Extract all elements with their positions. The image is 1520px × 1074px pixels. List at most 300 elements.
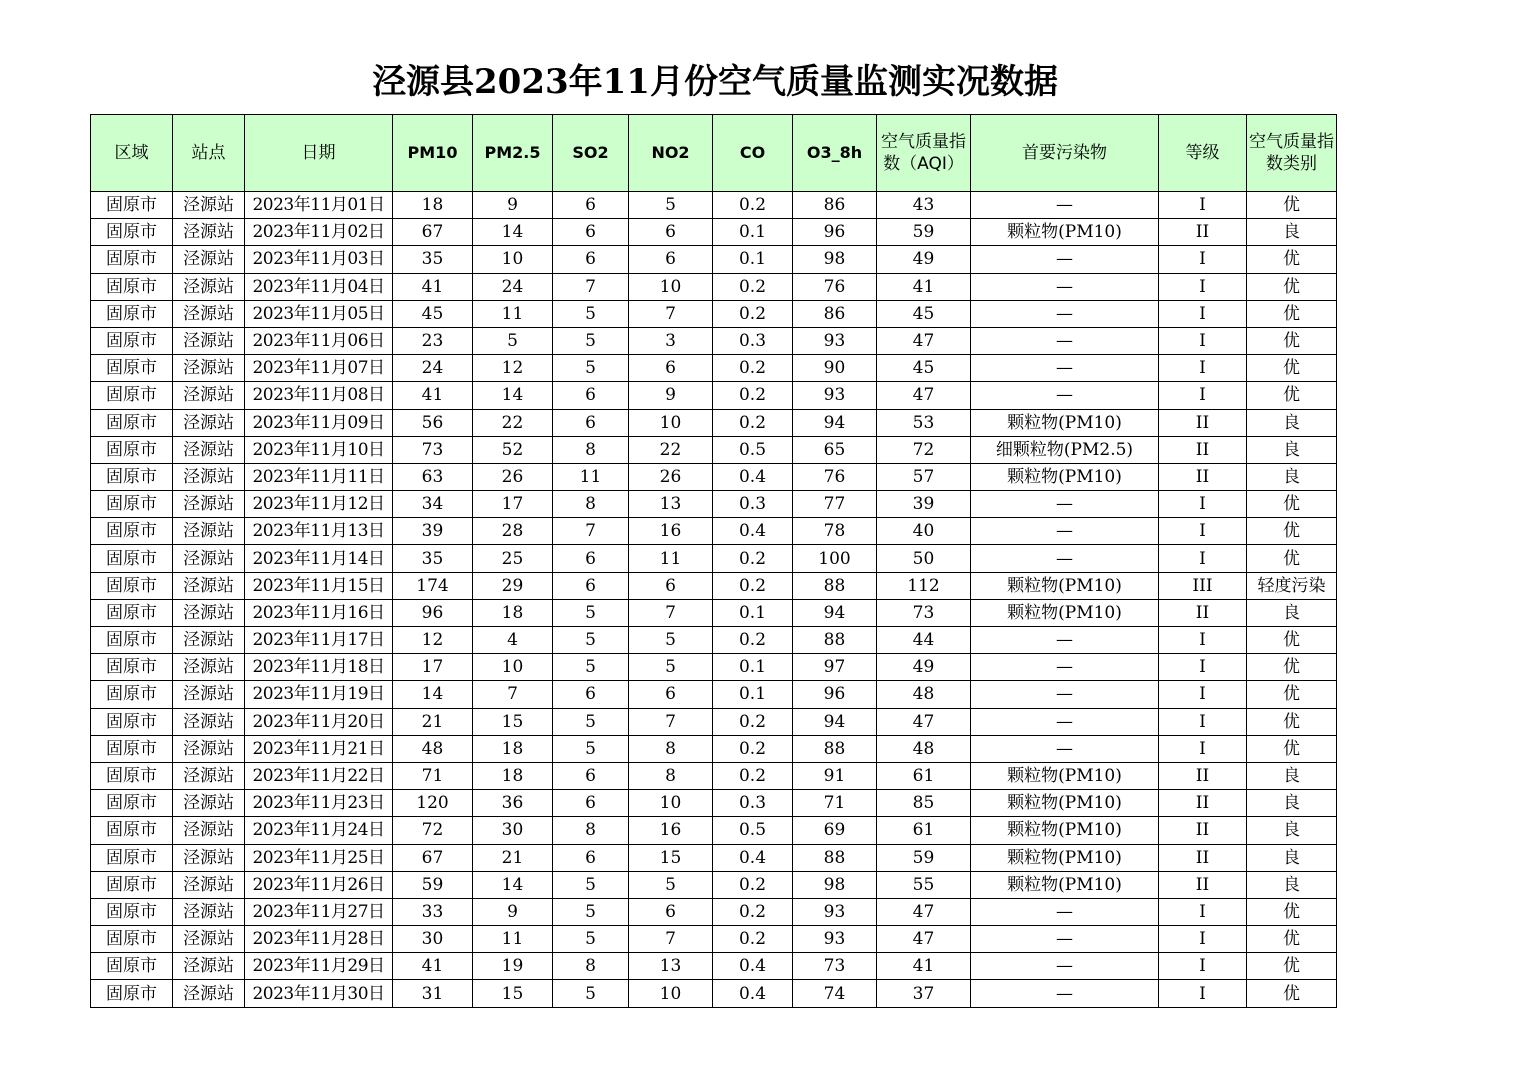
cell-so2: 7: [553, 518, 629, 545]
cell-primary-pollutant: —: [971, 327, 1159, 354]
cell-o3-8h: 88: [793, 627, 877, 654]
table-row: [91, 545, 1337, 572]
cell-station: 泾源站: [173, 545, 245, 572]
cell-region: 固原市: [91, 327, 173, 354]
cell-aqi: 44: [877, 627, 971, 654]
cell-grade: II: [1159, 409, 1247, 436]
cell-no2: 5: [629, 192, 713, 219]
table-row: [91, 735, 1337, 762]
cell-station: 泾源站: [173, 273, 245, 300]
cell-region: 固原市: [91, 518, 173, 545]
header-pm10: PM10: [393, 115, 473, 192]
cell-date: 2023年11月21日: [245, 735, 393, 762]
cell-co: 0.3: [713, 327, 793, 354]
cell-station: 泾源站: [173, 790, 245, 817]
cell-pm25: 14: [473, 871, 553, 898]
cell-grade: I: [1159, 953, 1247, 980]
cell-co: 0.1: [713, 681, 793, 708]
cell-aqi: 49: [877, 654, 971, 681]
cell-grade: I: [1159, 627, 1247, 654]
cell-pm25: 18: [473, 599, 553, 626]
cell-pm25: 4: [473, 627, 553, 654]
cell-pm25: 21: [473, 844, 553, 871]
cell-so2: 6: [553, 681, 629, 708]
cell-grade: II: [1159, 871, 1247, 898]
cell-co: 0.2: [713, 898, 793, 925]
cell-primary-pollutant: —: [971, 246, 1159, 273]
cell-no2: 5: [629, 654, 713, 681]
cell-pm25: 10: [473, 246, 553, 273]
cell-pm25: 10: [473, 654, 553, 681]
cell-so2: 5: [553, 980, 629, 1007]
cell-pm10: 41: [393, 382, 473, 409]
cell-aqi-category: 轻度污染: [1247, 572, 1337, 599]
cell-station: 泾源站: [173, 355, 245, 382]
table-row: [91, 409, 1337, 436]
cell-station: 泾源站: [173, 192, 245, 219]
cell-aqi: 47: [877, 926, 971, 953]
cell-so2: 7: [553, 273, 629, 300]
cell-so2: 5: [553, 926, 629, 953]
cell-no2: 6: [629, 219, 713, 246]
cell-pm10: 23: [393, 327, 473, 354]
cell-region: 固原市: [91, 926, 173, 953]
cell-date: 2023年11月30日: [245, 980, 393, 1007]
cell-pm10: 48: [393, 735, 473, 762]
cell-primary-pollutant: 颗粒物(PM10): [971, 790, 1159, 817]
cell-grade: II: [1159, 219, 1247, 246]
cell-date: 2023年11月26日: [245, 871, 393, 898]
cell-so2: 6: [553, 192, 629, 219]
cell-station: 泾源站: [173, 980, 245, 1007]
cell-region: 固原市: [91, 436, 173, 463]
cell-co: 0.2: [713, 572, 793, 599]
cell-grade: II: [1159, 436, 1247, 463]
cell-no2: 13: [629, 491, 713, 518]
cell-aqi: 72: [877, 436, 971, 463]
cell-primary-pollutant: —: [971, 382, 1159, 409]
cell-so2: 11: [553, 463, 629, 490]
table-row: [91, 327, 1337, 354]
cell-co: 0.4: [713, 844, 793, 871]
cell-no2: 8: [629, 735, 713, 762]
cell-station: 泾源站: [173, 409, 245, 436]
cell-aqi-category: 良: [1247, 844, 1337, 871]
cell-co: 0.2: [713, 409, 793, 436]
cell-pm10: 14: [393, 681, 473, 708]
cell-primary-pollutant: —: [971, 654, 1159, 681]
cell-region: 固原市: [91, 898, 173, 925]
cell-station: 泾源站: [173, 327, 245, 354]
header-station: 站点: [173, 115, 245, 192]
table-row: [91, 246, 1337, 273]
cell-co: 0.1: [713, 219, 793, 246]
cell-pm25: 5: [473, 327, 553, 354]
cell-grade: I: [1159, 518, 1247, 545]
cell-o3-8h: 93: [793, 926, 877, 953]
cell-co: 0.2: [713, 735, 793, 762]
table-row: [91, 980, 1337, 1007]
cell-o3-8h: 88: [793, 572, 877, 599]
cell-aqi: 47: [877, 382, 971, 409]
table-row: [91, 491, 1337, 518]
header-no2: NO2: [629, 115, 713, 192]
cell-pm25: 29: [473, 572, 553, 599]
cell-co: 0.5: [713, 436, 793, 463]
cell-aqi: 55: [877, 871, 971, 898]
cell-pm25: 17: [473, 491, 553, 518]
cell-aqi: 50: [877, 545, 971, 572]
cell-aqi: 57: [877, 463, 971, 490]
cell-date: 2023年11月23日: [245, 790, 393, 817]
cell-so2: 5: [553, 654, 629, 681]
cell-region: 固原市: [91, 599, 173, 626]
cell-station: 泾源站: [173, 572, 245, 599]
cell-grade: I: [1159, 735, 1247, 762]
cell-station: 泾源站: [173, 844, 245, 871]
cell-so2: 6: [553, 844, 629, 871]
cell-aqi: 59: [877, 844, 971, 871]
cell-grade: I: [1159, 654, 1247, 681]
cell-region: 固原市: [91, 817, 173, 844]
cell-primary-pollutant: —: [971, 545, 1159, 572]
cell-o3-8h: 77: [793, 491, 877, 518]
cell-so2: 5: [553, 627, 629, 654]
cell-o3-8h: 93: [793, 898, 877, 925]
table-body: [91, 192, 1337, 1008]
cell-primary-pollutant: —: [971, 192, 1159, 219]
cell-primary-pollutant: 细颗粒物(PM2.5): [971, 436, 1159, 463]
cell-aqi: 47: [877, 327, 971, 354]
cell-no2: 6: [629, 898, 713, 925]
cell-primary-pollutant: —: [971, 735, 1159, 762]
cell-pm10: 35: [393, 545, 473, 572]
table-row: [91, 790, 1337, 817]
cell-no2: 10: [629, 273, 713, 300]
cell-aqi: 43: [877, 192, 971, 219]
header-region: 区域: [91, 115, 173, 192]
cell-pm25: 30: [473, 817, 553, 844]
cell-so2: 5: [553, 871, 629, 898]
cell-station: 泾源站: [173, 382, 245, 409]
cell-region: 固原市: [91, 219, 173, 246]
cell-date: 2023年11月06日: [245, 327, 393, 354]
cell-no2: 7: [629, 708, 713, 735]
cell-o3-8h: 88: [793, 844, 877, 871]
cell-aqi: 41: [877, 953, 971, 980]
cell-co: 0.1: [713, 654, 793, 681]
cell-o3-8h: 69: [793, 817, 877, 844]
cell-primary-pollutant: —: [971, 681, 1159, 708]
cell-no2: 7: [629, 926, 713, 953]
cell-no2: 9: [629, 382, 713, 409]
cell-pm25: 12: [473, 355, 553, 382]
cell-date: 2023年11月28日: [245, 926, 393, 953]
cell-so2: 5: [553, 355, 629, 382]
cell-pm25: 9: [473, 192, 553, 219]
cell-pm25: 22: [473, 409, 553, 436]
cell-co: 0.1: [713, 246, 793, 273]
cell-grade: III: [1159, 572, 1247, 599]
cell-primary-pollutant: —: [971, 980, 1159, 1007]
cell-so2: 8: [553, 817, 629, 844]
cell-co: 0.1: [713, 599, 793, 626]
cell-primary-pollutant: 颗粒物(PM10): [971, 409, 1159, 436]
header-aqi: 空气质量指数（AQI）: [877, 115, 971, 192]
cell-date: 2023年11月12日: [245, 491, 393, 518]
header-aqi-category: 空气质量指数类别: [1247, 115, 1337, 192]
cell-no2: 16: [629, 817, 713, 844]
cell-o3-8h: 98: [793, 871, 877, 898]
cell-grade: I: [1159, 491, 1247, 518]
cell-region: 固原市: [91, 762, 173, 789]
cell-no2: 13: [629, 953, 713, 980]
cell-pm25: 11: [473, 926, 553, 953]
cell-grade: I: [1159, 273, 1247, 300]
cell-station: 泾源站: [173, 953, 245, 980]
cell-so2: 5: [553, 599, 629, 626]
cell-co: 0.2: [713, 762, 793, 789]
cell-no2: 7: [629, 599, 713, 626]
cell-region: 固原市: [91, 463, 173, 490]
cell-region: 固原市: [91, 844, 173, 871]
cell-no2: 16: [629, 518, 713, 545]
cell-primary-pollutant: —: [971, 953, 1159, 980]
cell-region: 固原市: [91, 627, 173, 654]
cell-co: 0.2: [713, 627, 793, 654]
table-row: [91, 219, 1337, 246]
cell-aqi: 85: [877, 790, 971, 817]
cell-pm10: 63: [393, 463, 473, 490]
cell-region: 固原市: [91, 572, 173, 599]
cell-aqi-category: 优: [1247, 300, 1337, 327]
cell-primary-pollutant: 颗粒物(PM10): [971, 817, 1159, 844]
cell-no2: 10: [629, 409, 713, 436]
cell-grade: II: [1159, 762, 1247, 789]
cell-co: 0.2: [713, 926, 793, 953]
cell-pm25: 28: [473, 518, 553, 545]
table-row: [91, 681, 1337, 708]
cell-primary-pollutant: —: [971, 898, 1159, 925]
cell-date: 2023年11月29日: [245, 953, 393, 980]
cell-no2: 10: [629, 980, 713, 1007]
cell-o3-8h: 96: [793, 681, 877, 708]
cell-date: 2023年11月01日: [245, 192, 393, 219]
cell-station: 泾源站: [173, 817, 245, 844]
cell-o3-8h: 93: [793, 327, 877, 354]
cell-pm10: 67: [393, 219, 473, 246]
cell-primary-pollutant: —: [971, 708, 1159, 735]
cell-grade: I: [1159, 355, 1247, 382]
cell-date: 2023年11月13日: [245, 518, 393, 545]
cell-date: 2023年11月09日: [245, 409, 393, 436]
cell-so2: 8: [553, 436, 629, 463]
cell-pm25: 24: [473, 273, 553, 300]
cell-grade: I: [1159, 192, 1247, 219]
cell-co: 0.4: [713, 980, 793, 1007]
cell-aqi: 48: [877, 681, 971, 708]
table-row: [91, 871, 1337, 898]
cell-pm25: 25: [473, 545, 553, 572]
cell-primary-pollutant: —: [971, 518, 1159, 545]
cell-o3-8h: 74: [793, 980, 877, 1007]
cell-no2: 22: [629, 436, 713, 463]
cell-date: 2023年11月24日: [245, 817, 393, 844]
cell-pm10: 41: [393, 953, 473, 980]
cell-o3-8h: 86: [793, 300, 877, 327]
cell-pm10: 31: [393, 980, 473, 1007]
cell-grade: I: [1159, 898, 1247, 925]
cell-so2: 5: [553, 300, 629, 327]
cell-o3-8h: 94: [793, 599, 877, 626]
cell-so2: 6: [553, 246, 629, 273]
cell-pm10: 18: [393, 192, 473, 219]
table-row: [91, 926, 1337, 953]
cell-so2: 6: [553, 409, 629, 436]
cell-station: 泾源站: [173, 762, 245, 789]
cell-date: 2023年11月16日: [245, 599, 393, 626]
cell-co: 0.4: [713, 518, 793, 545]
cell-aqi-category: 优: [1247, 980, 1337, 1007]
cell-o3-8h: 97: [793, 654, 877, 681]
cell-aqi: 47: [877, 708, 971, 735]
cell-aqi: 48: [877, 735, 971, 762]
cell-primary-pollutant: —: [971, 491, 1159, 518]
cell-aqi-category: 优: [1247, 518, 1337, 545]
cell-co: 0.2: [713, 355, 793, 382]
cell-aqi-category: 优: [1247, 735, 1337, 762]
header-grade: 等级: [1159, 115, 1247, 192]
cell-co: 0.3: [713, 790, 793, 817]
cell-so2: 8: [553, 491, 629, 518]
cell-region: 固原市: [91, 654, 173, 681]
cell-date: 2023年11月03日: [245, 246, 393, 273]
cell-date: 2023年11月02日: [245, 219, 393, 246]
cell-aqi-category: 优: [1247, 926, 1337, 953]
cell-region: 固原市: [91, 300, 173, 327]
cell-co: 0.2: [713, 871, 793, 898]
cell-pm10: 71: [393, 762, 473, 789]
table-row: [91, 463, 1337, 490]
cell-aqi: 61: [877, 817, 971, 844]
cell-region: 固原市: [91, 953, 173, 980]
cell-date: 2023年11月25日: [245, 844, 393, 871]
cell-region: 固原市: [91, 355, 173, 382]
cell-o3-8h: 86: [793, 192, 877, 219]
cell-pm10: 17: [393, 654, 473, 681]
table-row: [91, 654, 1337, 681]
cell-pm10: 33: [393, 898, 473, 925]
table-row: [91, 518, 1337, 545]
header-primary-pollutant: 首要污染物: [971, 115, 1159, 192]
cell-region: 固原市: [91, 491, 173, 518]
cell-o3-8h: 98: [793, 246, 877, 273]
cell-region: 固原市: [91, 735, 173, 762]
cell-aqi-category: 优: [1247, 327, 1337, 354]
cell-date: 2023年11月11日: [245, 463, 393, 490]
cell-aqi: 37: [877, 980, 971, 1007]
cell-co: 0.3: [713, 491, 793, 518]
cell-date: 2023年11月14日: [245, 545, 393, 572]
cell-co: 0.2: [713, 192, 793, 219]
cell-primary-pollutant: —: [971, 300, 1159, 327]
cell-pm10: 34: [393, 491, 473, 518]
table-row: [91, 192, 1337, 219]
cell-station: 泾源站: [173, 436, 245, 463]
cell-station: 泾源站: [173, 871, 245, 898]
table-row: [91, 599, 1337, 626]
cell-co: 0.2: [713, 545, 793, 572]
cell-region: 固原市: [91, 708, 173, 735]
cell-station: 泾源站: [173, 246, 245, 273]
cell-o3-8h: 96: [793, 219, 877, 246]
cell-no2: 11: [629, 545, 713, 572]
cell-station: 泾源站: [173, 491, 245, 518]
cell-aqi: 49: [877, 246, 971, 273]
cell-pm25: 9: [473, 898, 553, 925]
cell-grade: II: [1159, 844, 1247, 871]
cell-co: 0.2: [713, 708, 793, 735]
cell-co: 0.2: [713, 273, 793, 300]
cell-primary-pollutant: 颗粒物(PM10): [971, 572, 1159, 599]
cell-region: 固原市: [91, 246, 173, 273]
cell-o3-8h: 100: [793, 545, 877, 572]
cell-aqi-category: 优: [1247, 192, 1337, 219]
cell-date: 2023年11月04日: [245, 273, 393, 300]
cell-primary-pollutant: —: [971, 926, 1159, 953]
cell-date: 2023年11月18日: [245, 654, 393, 681]
header-pm25: PM2.5: [473, 115, 553, 192]
cell-grade: I: [1159, 300, 1247, 327]
cell-grade: I: [1159, 246, 1247, 273]
cell-pm10: 35: [393, 246, 473, 273]
cell-aqi-category: 优: [1247, 898, 1337, 925]
header-so2: SO2: [553, 115, 629, 192]
cell-no2: 5: [629, 871, 713, 898]
cell-so2: 6: [553, 762, 629, 789]
cell-primary-pollutant: —: [971, 355, 1159, 382]
cell-o3-8h: 76: [793, 273, 877, 300]
cell-aqi: 61: [877, 762, 971, 789]
cell-no2: 26: [629, 463, 713, 490]
cell-aqi: 45: [877, 355, 971, 382]
cell-pm10: 96: [393, 599, 473, 626]
cell-date: 2023年11月20日: [245, 708, 393, 735]
cell-o3-8h: 91: [793, 762, 877, 789]
cell-aqi: 73: [877, 599, 971, 626]
cell-aqi-category: 良: [1247, 762, 1337, 789]
cell-so2: 5: [553, 735, 629, 762]
cell-grade: I: [1159, 926, 1247, 953]
cell-so2: 6: [553, 219, 629, 246]
cell-o3-8h: 88: [793, 735, 877, 762]
cell-aqi: 53: [877, 409, 971, 436]
page-title: 泾源县2023年11月份空气质量监测实况数据: [372, 62, 1058, 102]
cell-station: 泾源站: [173, 735, 245, 762]
cell-co: 0.4: [713, 463, 793, 490]
cell-so2: 8: [553, 953, 629, 980]
header-co: CO: [713, 115, 793, 192]
cell-pm25: 36: [473, 790, 553, 817]
table-row: [91, 436, 1337, 463]
cell-no2: 6: [629, 355, 713, 382]
table-row: [91, 355, 1337, 382]
cell-aqi-category: 优: [1247, 654, 1337, 681]
cell-no2: 15: [629, 844, 713, 871]
cell-pm10: 45: [393, 300, 473, 327]
cell-aqi-category: 良: [1247, 463, 1337, 490]
table-header-row: [91, 115, 1337, 192]
